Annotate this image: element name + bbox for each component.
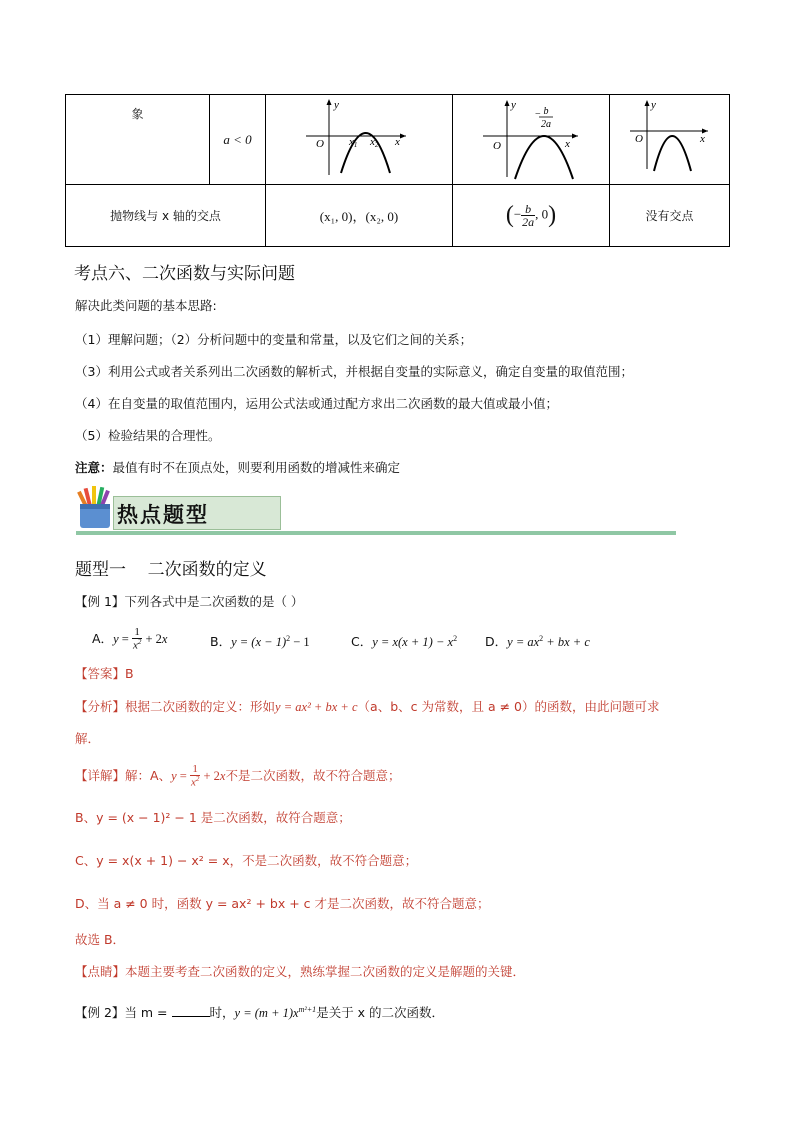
row2-two-roots: (x₁, 0)，(x₂, 0): [266, 185, 453, 247]
row1-condition: a < 0: [210, 95, 266, 185]
point: 【点睛】本题主要考查二次函数的定义，熟练掌握二次函数的定义是解题的关键．: [75, 964, 526, 979]
table-row: [66, 185, 730, 247]
graph2-vertex-sign: −: [535, 109, 541, 120]
option-a: A．y = $\frac{1}{x^2}$ + 2x: [92, 626, 168, 652]
example-1-label: 【例 1】: [75, 594, 125, 609]
graph-one-root: [453, 95, 610, 185]
detail-d: D、当 a ≠ 0 时，函数 y = ax² + bx + c 才是二次函数，故不符合题意；: [75, 896, 490, 911]
graph1-origin-label: O: [316, 138, 324, 150]
option-b: B．$y = (x - 1)^2 - 1$: [210, 634, 310, 650]
step-4: （5）检验结果的合理性。: [75, 428, 221, 443]
graph1-x2-label: x2: [370, 136, 379, 149]
example-2: 【例 2】当 m = 时，$y = (m + 1)x^{m^2+1}$是关于 x 的二次函数．: [75, 1005, 445, 1021]
graph1-y-label: y: [334, 99, 339, 111]
graph3-x-label: x: [700, 133, 705, 145]
graph2-vertex-den: 2a: [541, 119, 551, 130]
detail-b: B、y = (x − 1)² − 1 是二次函数，故符合题意；: [75, 810, 351, 825]
answer-value: B: [125, 666, 134, 681]
pencil-cup-icon: [76, 486, 116, 530]
banner-title: 热点题型: [117, 502, 209, 527]
step-3: （4）在自变量的取值范围内，运用公式法或通过配方求出二次函数的最大值或最小值；: [75, 396, 558, 411]
graph2-y-label: y: [511, 99, 516, 111]
analysis-line-2: 解．: [75, 731, 101, 746]
graph-two-roots: [266, 95, 453, 185]
detail-a: 【详解】解：A、y = $\frac{1}{x^2}$ + 2x不是二次函数，故不符合题意；: [75, 763, 401, 789]
answer: [75, 666, 134, 682]
graph2-x-label: x: [565, 138, 570, 150]
graph1-x1-label: x1: [349, 136, 358, 149]
note-label: 注意：: [75, 460, 113, 475]
graph2-origin-label: O: [493, 140, 501, 152]
graph-no-root: [610, 95, 730, 185]
example-1-text: 下列各式中是二次函数的是（ ）: [124, 594, 304, 609]
note-text: 最值有时不在顶点处，则要利用函数的增减性来确定: [112, 460, 401, 475]
hot-topics-banner: [76, 486, 676, 538]
detail-c: C、y = x(x + 1) − x² = x，不是二次函数，故不符合题意；: [75, 853, 418, 868]
choose: 故选 B．: [75, 932, 126, 947]
analysis-line-1: 【分析】根据二次函数的定义：形如y = ax² + bx + c（a、b、c 为常数，且 a ≠ 0）的函数，由此问题可求: [75, 699, 660, 714]
step-1: （1）理解问题；（2）分析问题中的变量和常量，以及它们之间的关系；: [75, 332, 473, 347]
row2-one-root: (− $\frac{b}{2a}$ , 0): [453, 185, 610, 247]
row1-label: 象: [66, 95, 210, 185]
section-title: 考点六、二次函数与实际问题: [74, 264, 295, 284]
graph1-x-label: x: [395, 136, 400, 148]
row2-no-root: 没有交点: [610, 185, 730, 247]
graph3-y-label: y: [651, 99, 656, 111]
option-c: C．$y = x(x + 1) - x^2$: [351, 634, 458, 650]
graph3-origin-label: O: [635, 133, 643, 145]
table-row: [66, 95, 730, 185]
option-d: D．$y = ax^2$ + bx + c: [485, 634, 590, 650]
section-intro: 解决此类问题的基本思路:: [75, 298, 217, 313]
answer-label: 【答案】: [75, 666, 126, 681]
answer-blank[interactable]: [172, 1004, 210, 1017]
example-1: [75, 594, 303, 610]
row2-label: 抛物线与 x 轴的交点: [66, 185, 266, 247]
note: [75, 460, 400, 476]
graph2-vertex-num: b: [543, 106, 549, 117]
properties-table: [65, 94, 730, 247]
type-title: 题型一 二次函数的定义: [75, 560, 267, 580]
step-2: （3）利用公式或者关系列出二次函数的解析式，并根据自变量的实际意义，确定自变量的取值范围；: [75, 364, 633, 379]
